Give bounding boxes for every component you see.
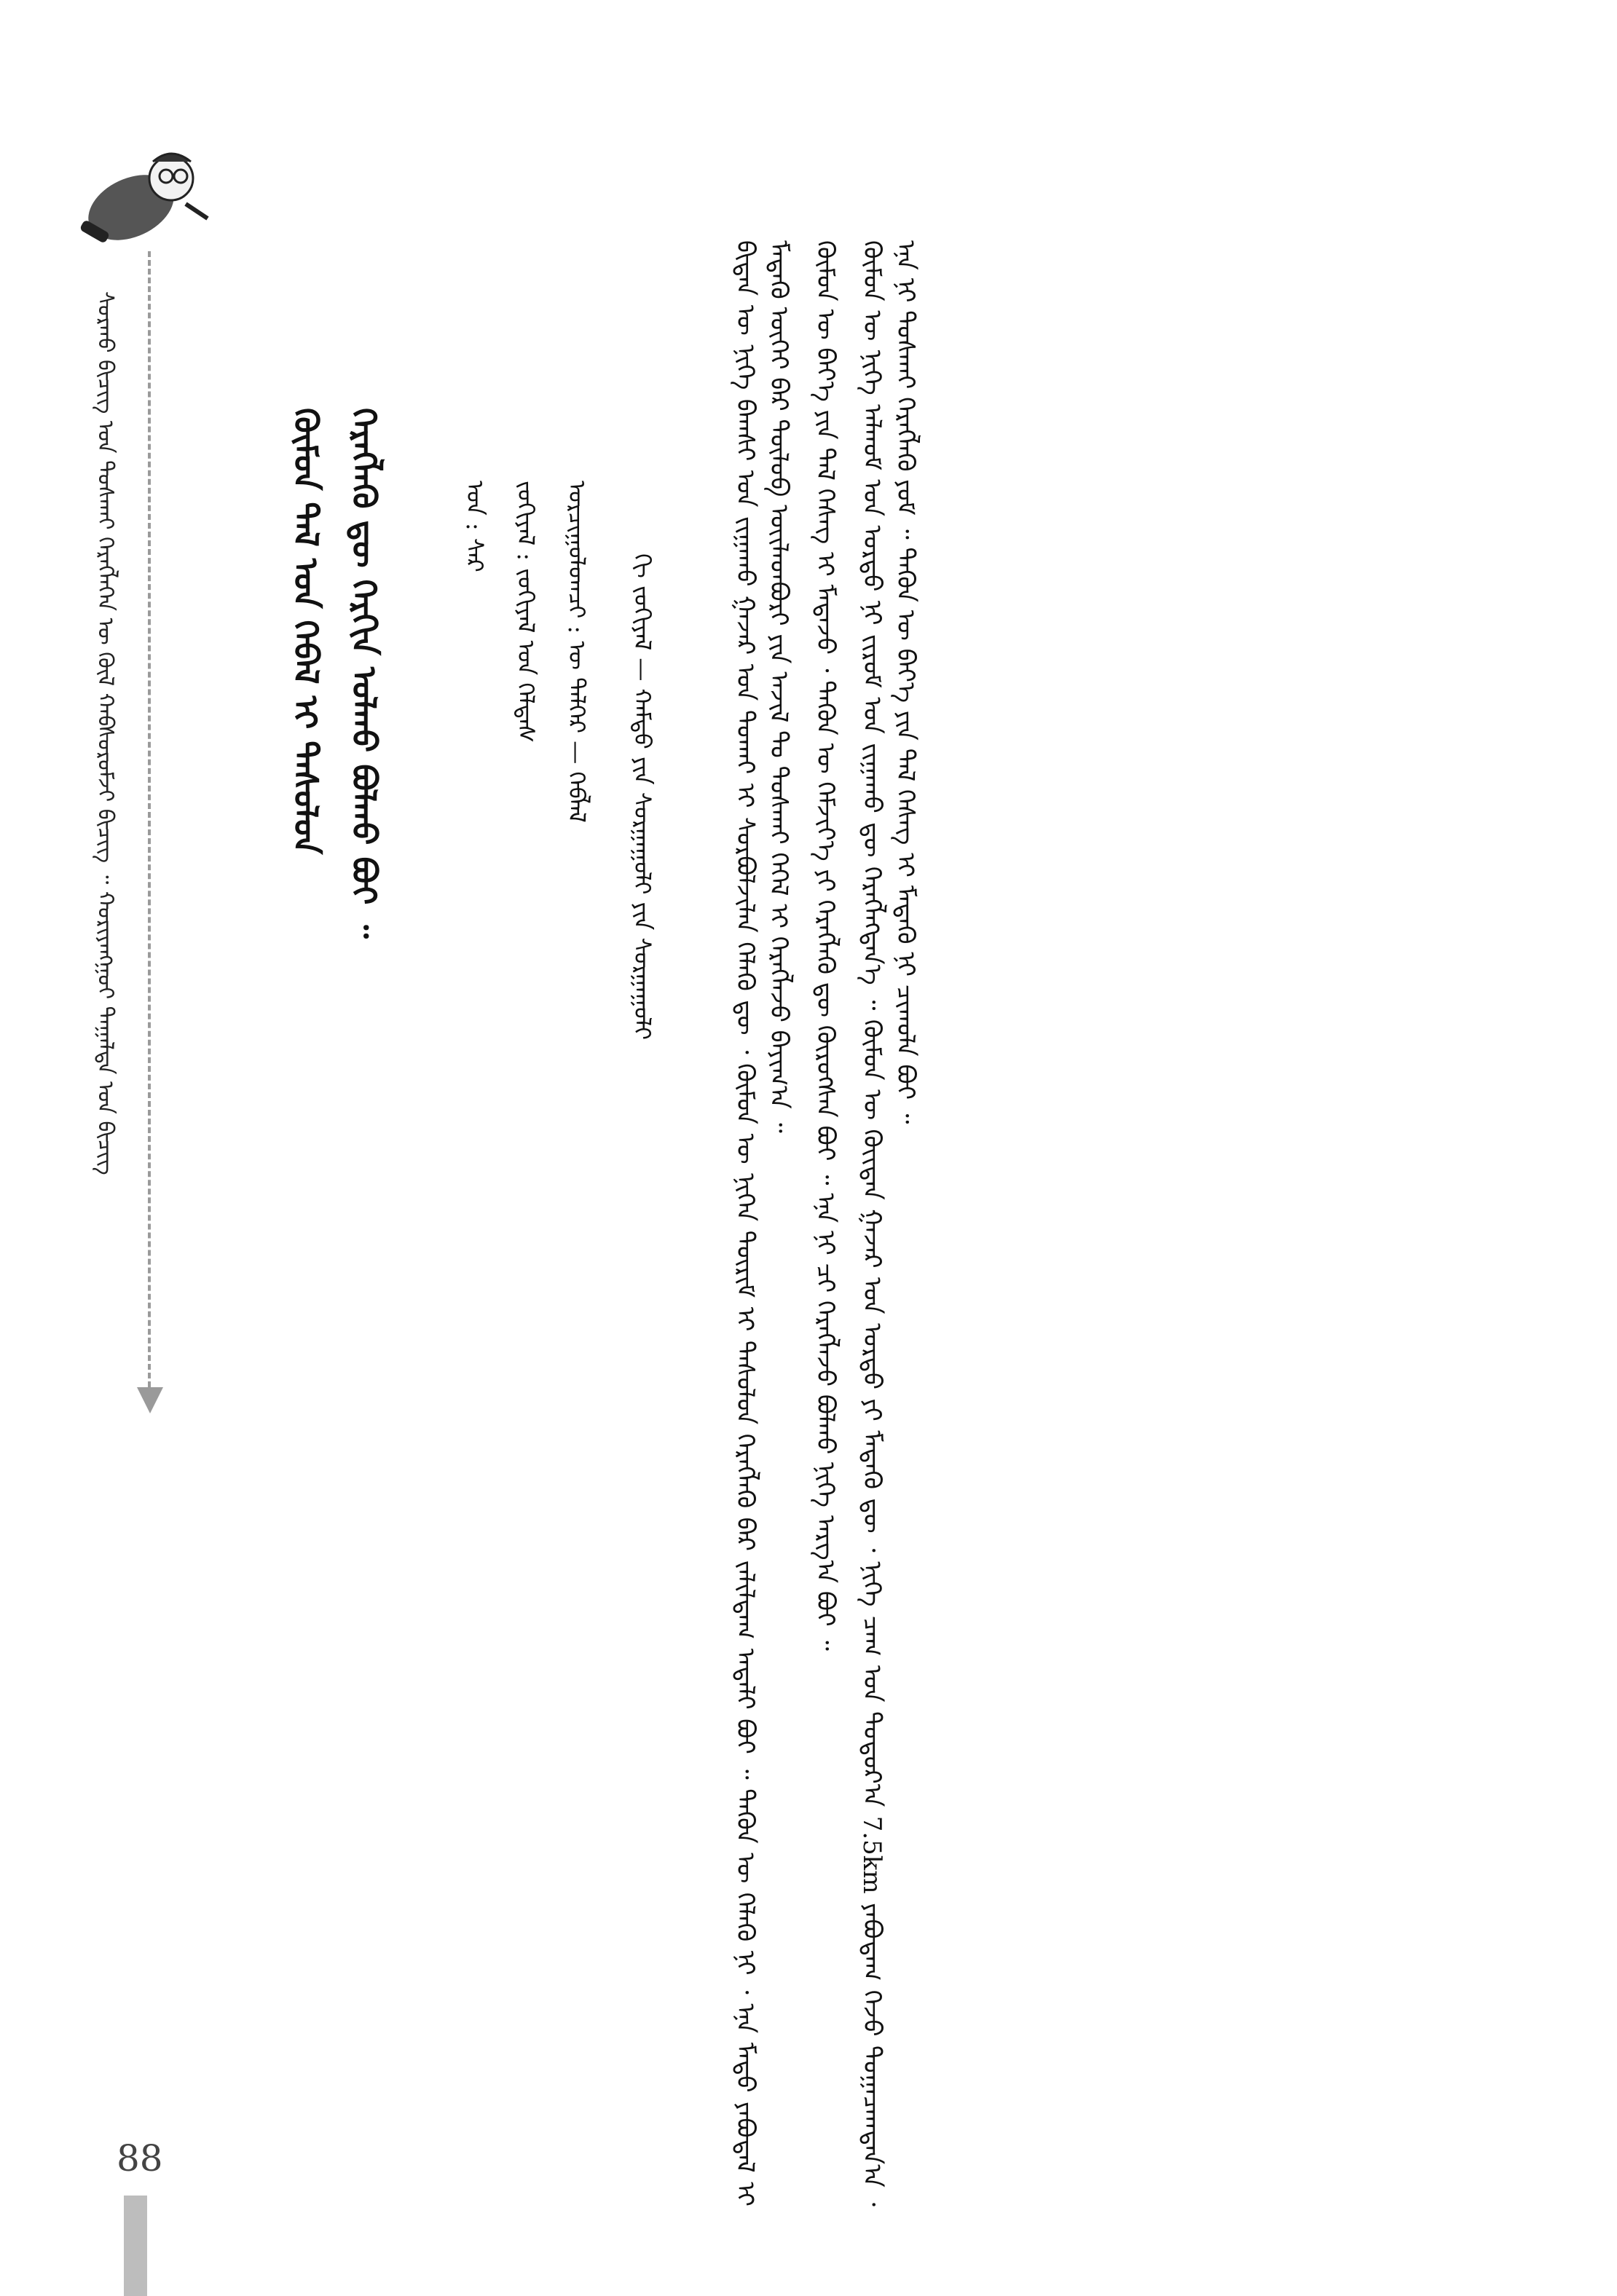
page-number: 88 [117,2137,163,2179]
page-title [277,408,393,939]
header-divider [148,251,151,1387]
body-paragraph: ᠬᠦᠮᠦᠨ ᠦ ᠨᠢᠭᠡ ᠠᠯᠬᠤᠮ ᠤᠨ ᠤᠷᠲᠤ ᠨᠢ ᠵᠢᠷᠤᠮ ᠤᠨ ᠵᠢᠭᠠᠬᠤ ᠳᠦ ᠬᠡᠷᠡᠭᠯᠡᠭᠳᠡᠨ᠎ᠡ ᠃ ᠬᠦᠮᠦᠨ ᠦ ᠬᠦᠢᠲᠡᠨ ᠭᠠᠵᠠᠷ ᠤᠨ ᠤᠷᠲᠤ ᠶᠢ ᠮᠡᠳᠡᠬᠦ ᠳᠦ ᠂ ᠨᠢᠭᠡ ᠴᠠᠭ ᠤᠨ ᠳᠣᠲᠣᠷ᠎ᠠ 7.5km ᠶᠠᠪᠤᠳᠠᠭ ᠭᠡᠵᠦ ᠲᠣᠭᠠᠴᠠᠭᠳᠠᠨ᠎ᠠ ᠂ ᠡᠨᠡ ᠨᠢ ᠲᠤᠰᠬᠠᠢ ᠬᠡᠷᠡᠭᠯᠡᠬᠦ ᠶᠤᠮ ᠃ ᠲᠡᠭᠦᠨ ᠦ ᠪᠡᠶ᠎ᠡ ᠶᠢᠨ ᠲᠠᠯ ᠬᠡᠰᠡᠭ ᠢ ᠮᠡᠳᠡᠬᠦ ᠨᠢ ᠴᠢᠬᠤᠯᠠ ᠪᠤᠢ ᠃ [857,240,920,2206]
page-title-line1: ᠬᠥᠮᠦᠨ ᠲᠠᠯ ᠤᠨ ᠬᠡᠪᠡᠯ ᠢ ᠲᠠᠰᠤᠯᠤᠨ [286,408,326,855]
header-arrow-icon [137,1387,163,1413]
translator-line: ᠣᠷᠴᠢᠭᠤᠯᠤᠭᠴᠢ : ᠦ ᠳᠡᠯᠭᠡᠷ — ᠬᠡᠪᠯᠡᠯ [563,481,591,823]
body-paragraph: ᠬᠦᠮᠦᠨ ᠦ ᠪᠡᠶ᠎ᠡ ᠶᠢᠨ ᠲᠠᠯ ᠬᠡᠰᠡᠭ ᠢ ᠮᠡᠳᠡᠵᠦ ᠂ ᠲᠡᠭᠦᠨ ᠦ ᠬᠡᠮᠵᠢᠶ᠎ᠡ ᠶᠢ ᠬᠡᠷᠡᠭᠯᠡᠬᠦ ᠳᠦ ᠬᠦᠷᠦᠭᠰᠡᠨ ᠪᠤᠢ ᠃ ᠡᠨᠡ ᠨᠢ ᠴᠢ ᠬᠡᠷᠡᠭᠯᠡᠵᠦ ᠪᠤᠯᠬᠤ ᠨᠢᠭᠡ ᠠᠷᠭ᠎ᠠ ᠪᠤᠢ ᠃ [811,240,840,1651]
editor-line: ᠵᠣᠬᠢᠶᠠᠯ : ᠵᠣᠬᠢᠶᠠᠯ ᠤᠨ ᠬᠡᠯᠲᠡᠰ [512,481,540,743]
source-line: ᠬᠢ ᠵᠣᠬᠢᠶᠠᠯ — ᠬᠠᠮᠲᠤ ᠶᠢᠨ ᠰᠤᠷᠭᠠᠭᠤᠯᠢ ᠶᠢᠨ ᠰᠤᠷᠭᠠᠭᠤᠯᠢ [629,553,656,1041]
mascot-illustration [58,138,219,269]
date-line: ᠣᠨ : ᠰᠠᠷ [461,481,489,572]
running-header-title: ᠰᠤᠷᠬᠤ ᠪᠢᠴᠢᠭ ᠤᠨ ᠲᠤᠰᠬᠠᠢ ᠬᠡᠷᠡᠭᠯᠡᠭᠡᠨ ᠦ ᠬᠦᠯ ᠬᠠᠪᠰᠤᠷᠤᠮᠵᠢ ᠪᠢᠴᠢᠭ ᠃ ᠬᠤᠷᠢᠶᠠᠩᠭᠤᠢ ᠳᠠᠭᠠᠯᠳᠠ ᠤᠨ ᠪᠢᠴᠢᠭ [93,291,118,1175]
page-title-line2: ᠬᠡᠷᠡᠭᠯᠡᠬᠦ ᠳᠦ ᠬᠡᠷᠬᠢᠨ ᠤᠯᠬᠤ ᠪᠣᠯᠬᠤ ᠪᠤᠢ ᠃ [345,408,384,939]
body-paragraph: ᠪᠢᠳᠡᠨ ᠦ ᠨᠢᠭᠡ ᠪᠠᠭᠰᠢ ᠤᠨ ᠵᠢᠭᠠᠬᠤ ᠭᠠᠵᠠᠷ ᠤᠨ ᠲᠤᠬᠠᠢ ᠢ ᠰᠤᠷᠪᠤᠯᠵᠢᠯᠠᠨ ᠬᠡᠯᠡᠬᠦ ᠳᠦ ᠂ ᠬᠦᠮᠦᠨ ᠦ ᠨᠢᠭᠡᠨ ᠳᠦᠷᠢᠮ ᠢ ᠲᠠᠰᠤᠯᠤᠨ ᠬᠡᠷᠡᠭᠯᠡᠬᠦ ᠪᠠᠷ ᠵᠠᠯᠢᠯᠳᠠᠭ ᠠᠳᠠᠯᠢ ᠪᠤᠢ ᠃ ᠲᠡᠭᠦᠨ ᠦ ᠬᠡᠯᠡᠬᠦ ᠨᠢ ᠂ ᠡᠨᠡ ᠮᠡᠲᠦ ᠶᠠᠪᠤᠳᠠᠯ ᠢ ᠮᠡᠳᠡᠬᠦ ᠦᠭᠡᠢ ᠪᠡᠷ ᠲᠥᠯᠥᠪ ᠦᠢᠯᠡᠳᠪᠦᠷᠢ ᠶᠢᠨ ᠠᠵᠢᠯ ᠲᠤ ᠲᠤᠰᠬᠠᠶ ᠭᠡᠭᠡᠯ ᠢ ᠬᠡᠷᠡᠭᠯᠡᠵᠦ ᠪᠠᠶᠢᠭ᠎ᠠ ᠃ [731,240,793,2206]
body-text [728,240,1413,2206]
header-mascot [58,138,219,269]
page-edge-tab [124,2196,147,2296]
